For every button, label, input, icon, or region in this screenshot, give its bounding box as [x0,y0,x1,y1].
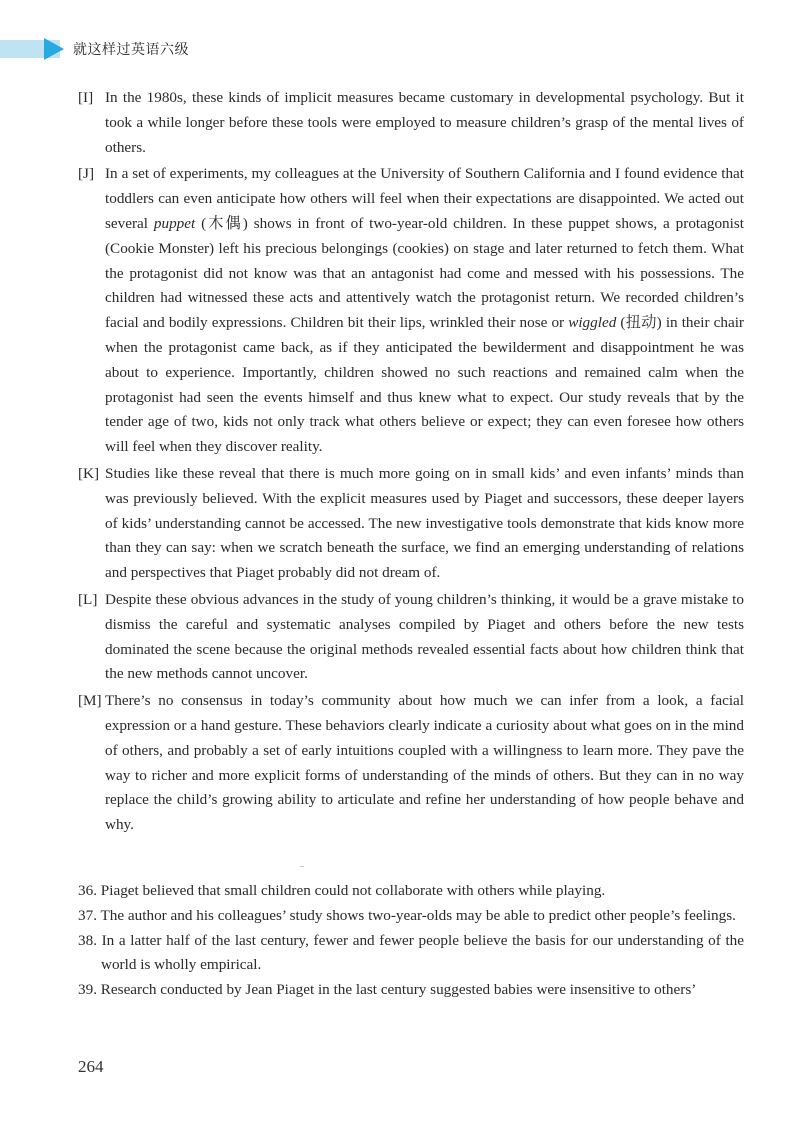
question-item [78,978,744,1003]
question-number: 38. [78,931,97,949]
question-item [78,879,744,904]
paragraph-text: In the 1980s, these kinds of implicit measures became customary in developmental psychology. But it took a while longer before these tools were employed to measure children’s grasp of the mental lives of others. [105,89,744,156]
question-number: 39. [78,981,97,999]
paragraph-text: Studies like these reveal that there is much more going on in small kids’ and even infants’ minds than was previously believed. With the explicit measures used by Piaget and successors, these deeper layers of kids’ understanding cannot be accessed. The new investigative tools demonstrate that kids know more than they can say: when we scratch beneath the surface, we find an emerging understanding of relations and perspectives that Piaget probably did not dream of. [105,464,744,582]
question-text: Piaget believed that small children could not collaborate with others while playing. [100,882,606,899]
paragraph-text: There’s no consensus in today’s community about how much we can infer from a look, a facial expression or a hand gesture. These behaviors clearly indicate a curiosity about what goes on in the mind of others, and probably a set of early intuitions coupled with a willingness to learn more. They pave the way to richer and more explicit forms of understanding of the minds of others. But they can in no way replace the child’s growing ability to articulate and refine her understanding of how people behave and why. [105,692,744,834]
paragraph-text: Despite these obvious advances in the study of young children’s thinking, it would be a grave mistake to dismiss the careful and systematic analyses compiled by Piaget and others before the new tests dominated the scene because the original methods revealed essential facts about how children think that the new methods cannot uncover. [105,590,744,683]
header-arrow-icon [44,38,64,60]
paragraph-l [78,588,744,687]
question-number: 37. [78,906,97,924]
paragraph-text: (扭动) in their chair when the protagonist came back, as if they anticipated the bewilderment and disappointment he was about to experience. Importantly, children showed no such reactions and remained calm when the protagonist had seen the events himself and thus knew what to expect. Our study reveals that by the tender age of two, kids not only track what others believe or expect; they can even foresee how others will feel when they discover reality. [105,314,744,456]
paragraph-label: [I] [78,89,94,106]
question-item [78,929,744,979]
paragraph-label: [M] [78,692,102,710]
question-number: 36. [78,882,97,899]
question-list [78,879,744,1003]
page-number: 264 [78,1057,104,1076]
divider-mark [300,866,304,867]
paragraph-label: [K] [78,464,100,482]
paragraph-i [78,86,744,160]
paragraph-k [78,462,744,586]
question-text: Research conducted by Jean Piaget in the last century suggested babies were insensitive to others’ [100,981,697,999]
paragraph-label: [L] [78,590,98,608]
paragraph-text: In a set of experiments, my colleagues at the University of Southern California and I found evidence that toddlers can even anticipate how others will feel when their expectations are disappointed. We acted out several [105,165,744,232]
running-header-title: 就这样过英语六级 [73,42,189,58]
italic-term-wiggled: wiggled [568,314,617,332]
question-item [78,904,744,929]
question-text: In a latter half of the last century, fewer and fewer people believe the basis for our understanding of the world is wholly empirical. [101,931,745,974]
paragraph-text: (木偶) shows in front of two-year-old children. In these puppet shows, a protagonist (Cookie Monster) left his precious belongings (cookies) on stage and later returned to fetch them. What the protagonist did not know was that an antagonist had come and messed with his possessions. The children had witnessed these acts and attentively watch the protagonist return. We recorded children’s facial and bodily expressions. Children bit their lips, wrinkled their nose or [105,214,744,332]
paragraph-label: [J] [78,165,95,183]
question-text: The author and his colleagues’ study shows two-year-olds may be able to predict other people’s feelings. [100,906,736,924]
paragraph-j [78,162,744,460]
italic-term-puppet: puppet [153,214,196,232]
passage-body [78,86,744,840]
paragraph-m [78,689,744,838]
